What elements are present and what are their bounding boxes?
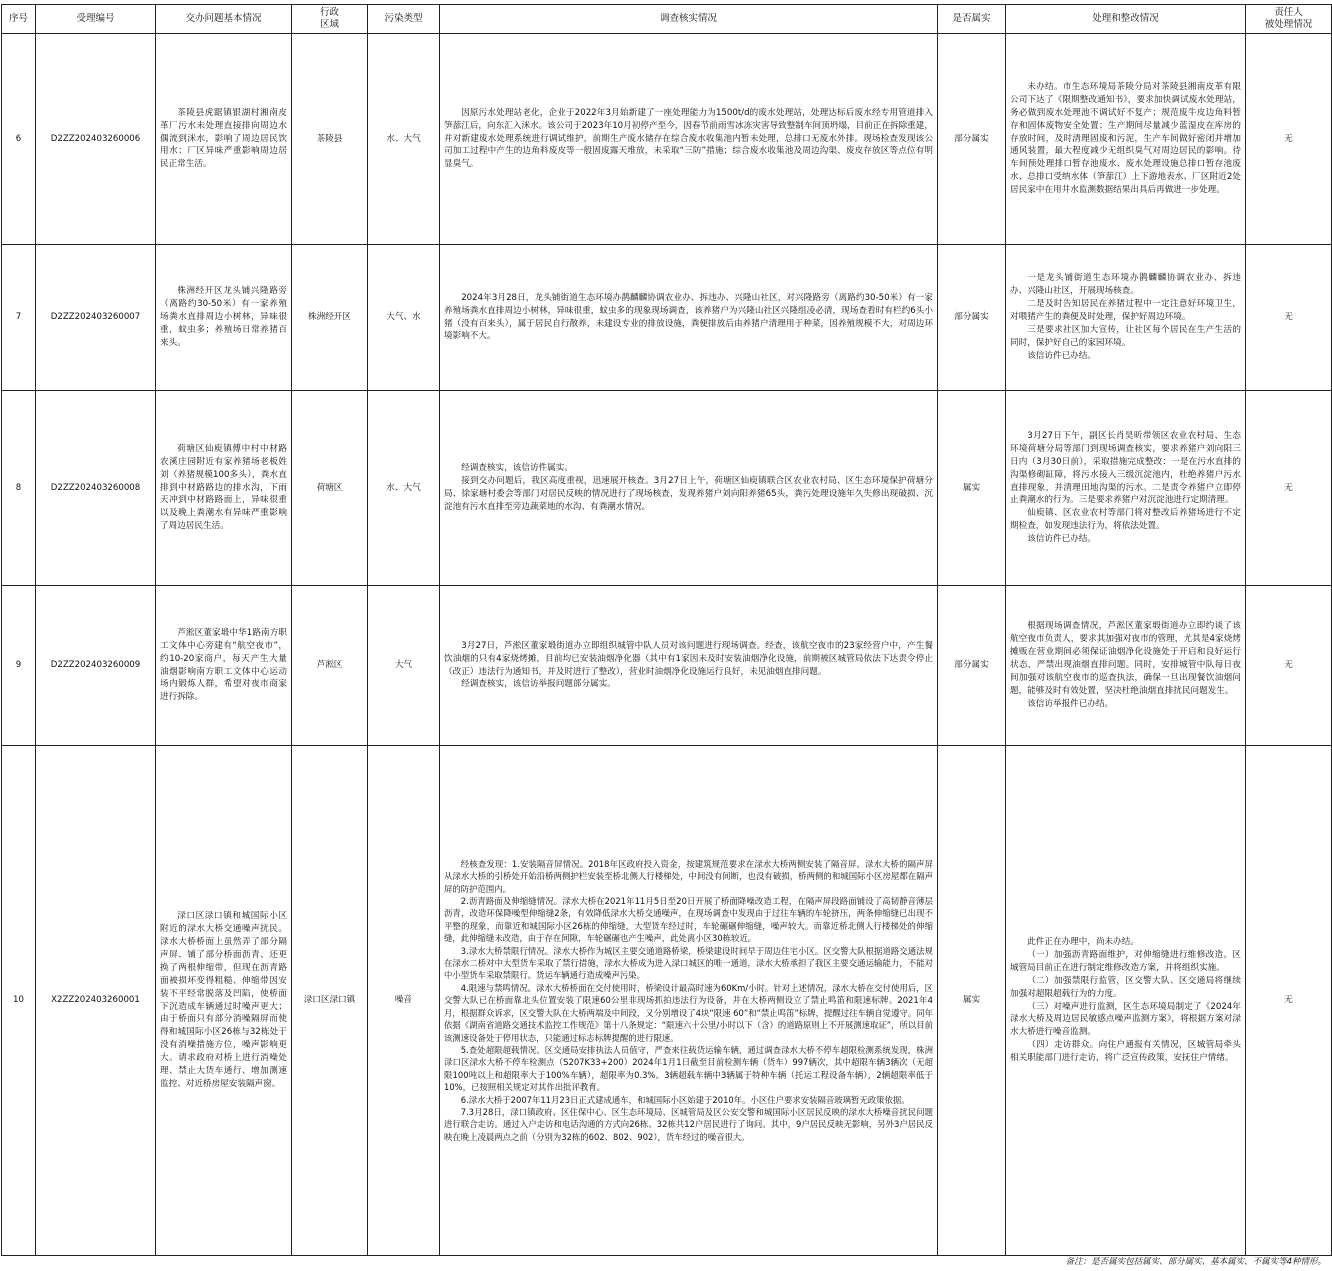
header-responsible: 责任人 被处理情况: [1246, 5, 1332, 34]
table-row: [2, 34, 1332, 245]
cell-investigation-paragraph: 接到交办问题后，我区高度重视，迅速展开核查。3月27日上午，荷塘区仙庾镇联合区农业农村局、区生态环境保护荷塘分局、徐家塘村委会等部门对居民反映的情况进行了现场核查，发现养猪户刘向阳养猪65头，粪污处理设施年久失修出现破损、沉淀池有污水直排至旁边蔬菜地的水沟、有粪潮水情况。: [444, 476, 933, 512]
cell-responsible: 无: [1246, 34, 1332, 245]
cell-investigation-paragraph: 因原污水处理站老化，企业于2022年3月始新建了一座处理能力为1500t/d的废水处理站，处理达标后废水经专用管道排入笋蔀江后，向东汇入洣水。该公司于2023年10月初停产至今，因春节前雨雪冰冻灾害导致整制车间顶坍塌，目前正在拆除重建，并对新建废水处理系统进行调试维护，前期生产废水储存在综合废水收集池内暂未处理，总排口无废水外排。现场检查发现该公司加工过程中产生的边角料废皮等一般固废露天堆放，未采取“三防”措施；综合废水收集池及周边沟渠、废皮存放区等点位有明显臭气。: [444, 107, 933, 170]
cell-issue: 渌口区渌口镇和城国际小区附近的渌水大桥交通噪声扰民。渌水大桥桥面上虽然弄了部分隔声屏、铺了部分桥面沥青、还更换了两根伸缩带，但现在沥青路面被损坏变得粗糙、伸缩带因安装不平经常脱落及凹陷，使桥面下沉造成车辆通过时噪声更大；由于桥面只有部分消噪隔屏而使得和城国际小区26栋与32栋处于没有消噪措施方位，噪声影响更大。请求政府对桥上进行消噪处理、禁止大货车通行、增加测速监控、对近桥房屋安装隔声窗。: [156, 746, 292, 1256]
cell-pollution: 大气、水: [368, 245, 440, 391]
cell-code: X2ZZ202403260001: [36, 746, 156, 1256]
cell-seq: 8: [2, 391, 36, 586]
cell-handling: [1006, 391, 1246, 586]
cell-investigation: [440, 34, 938, 245]
cell-handling-paragraph: （四）走访群众。向住户通报有关情况，区城管局牵头相关职能部门进行走访，将广泛宣传政策，安抚住户情绪。: [1010, 1040, 1241, 1064]
cell-investigation: [440, 586, 938, 746]
cell-pollution: 水、大气: [368, 34, 440, 245]
cell-investigation-paragraph: 4.限速与禁鸣情况。渌水大桥桥面在交付使用时，桥梁设计最高时速为60Km/小时。针对上述情况，渌水大桥在交付使用后，区交警大队已在桥面靠北头位置安装了限速60公里非现场抓拍违法行为设备，并在大桥两侧设立了禁止鸣笛和限速标牌。2021年4月，根据群众诉求，区交警大队在大桥两端及中间段，又分别增设了4块“限速 60”和“禁止鸣笛”标牌，提醒过往车辆自觉遵守。同年依据《湖南省道路交通技术监控工作规范》第十八条规定：“限速六十公里/小时以下（含）的道路原则上不开展测速取证”，所以目前该测速设备处于停用状态，只能通过标志标牌提醒的进行限速。: [444, 982, 933, 1043]
cell-investigation-paragraph: 2024年3月28日，龙头铺街道生态环境办鹊麟麟协调农业办、拆违办、兴隆山社区，对兴隆路旁（离路约30-50米）有一家养殖场粪水直排周边小树林，异味很重，蚊虫多的现象现场调查，该养猪户为兴隆山社区兴隆组凌必清，现场查看时有栏约6头小猪（没有百来头），属于居民自行散养，未建设专业的排放设施，粪便排放后由养猪户清理用于种菜，因养殖规模不大，对周边环境影响不大。: [444, 292, 933, 342]
header-verified: 是否属实: [938, 5, 1006, 34]
cell-responsible: 无: [1246, 746, 1332, 1256]
cell-pollution: 大气: [368, 586, 440, 746]
cell-handling-paragraph: 一是龙头铺街道生态环境办鹊麟麟协调农业办、拆违办、兴隆山社区，开展现场核查。: [1010, 273, 1241, 297]
case-table: [1, 4, 1332, 1256]
cell-verified: 部分属实: [938, 34, 1006, 245]
cell-handling-paragraph: 该信访件已办结。: [1027, 350, 1096, 361]
cell-seq: 10: [2, 746, 36, 1256]
cell-investigation-paragraph: 7.3月28日，渌口镇政府、区住保中心、区生态环境局、区城管局及区公安交警和城国际小区居民反映的渌水大桥噪音扰民问题进行联合走访。通过入户走访和电话沟通的方式向26栋、32栋共12户居民进行了询问。其中，9户居民反映无影响，另外3户居民反映在晚上凌晨两点之前（分别为32栋的602、802、902），货车经过的噪音很大。: [444, 1106, 933, 1142]
cell-responsible: 无: [1246, 245, 1332, 391]
cell-issue: 株洲经开区龙头铺兴隆路旁（离路约30-50米）有一家养殖场粪水直排周边小树林，异味很重，蚊虫多；养殖场日常养猪百来头。: [156, 245, 292, 391]
cell-seq: 9: [2, 586, 36, 746]
cell-investigation-paragraph: 3.渌水大桥禁限行情况。渌水大桥作为城区主要交通道路桥梁，桥梁建设时间早于周边住宅小区。区交警大队根据道路交通法规在渌水二桥对中大型货车采取了禁行措施，渌水大桥成为进入渌口城区的唯一通道，渌水大桥承担了我区主要交通运输能力，不能对中小型货车采取禁限行。货运车辆通行造成噪声污染。: [444, 945, 933, 981]
cell-handling-paragraph: （三）对噪声进行监测，区生态环境局制定了《2024年渌水大桥及周边居民敏感点噪声监测方案》，将根据方案对渌水大桥进行噪音监测。: [1010, 1001, 1241, 1038]
cell-handling-paragraph: 未办结。市生态环境局茶陵分局对茶陵县湘南皮革有限公司下达了《限期整改通知书》，要求加快调试废水处理站，务必做到废水处理池不调试好不复产；规范废牛皮边角料暂存和固体废物安全处置；生产期间尽量减少蓝湿皮在库房的存放时间，及时清理固废和污泥，生产车间做好密闭并增加通风装置，最大程度减少无组织臭气对周边居民的影响。待车间预处理排口暂存池废水、废水处理设施总排口暂存池废水、总排口受纳水体（笋蔀江）上下游地表水、厂区附近2处居民家中在用井水监测数据结果出具后再做进一步处理。: [1010, 81, 1241, 196]
cell-handling-paragraph: 二是及时告知居民在养猪过程中一定注意好环境卫生，对喂猪产生的粪便及时处理，保护好周边环境。: [1010, 299, 1241, 323]
cell-seq: 6: [2, 34, 36, 245]
header-pollution: 污染类型: [368, 5, 440, 34]
cell-code: D2ZZ202403260007: [36, 245, 156, 391]
cell-investigation-paragraph: 6.渌水大桥于2007年11月23日正式建成通车，和城国际小区始建于2010年。小区住户要求安装隔音玻璃暂无政策依据。: [460, 1094, 910, 1105]
cell-handling-paragraph: 此件正在办理中，尚未办结。: [1027, 936, 1139, 947]
cell-verified: 部分属实: [938, 586, 1006, 746]
cell-handling: [1006, 586, 1246, 746]
cell-pollution: 水、大气: [368, 391, 440, 586]
cell-region: 茶陵县: [292, 34, 368, 245]
footnote: 备注：是否属实包括属实、部分属实、基本属实、不属实等4种情形。: [1065, 1257, 1326, 1267]
cell-region: 渌口区渌口镇: [292, 746, 368, 1256]
cell-handling-paragraph: 3月27日下午，副区长肖昊昕带领区农业农村局、生态环境荷塘分局等部门到现场调查核实，要求养猪户刘向阳三日内（3月30日前），采取措施完成整改：一是在污水直排的沟渠修砌缸障，将污水接入三级沉淀池内，杜绝养猪户污水直排现象，并清理田地沟渠的污水。二是责令养猪户立即停止粪潮水的行为。三是要求养猪户对沉淀池进行定期清理。: [1010, 430, 1241, 506]
cell-investigation: [440, 391, 938, 586]
header-region: 行政 区域: [292, 5, 368, 34]
cell-seq: 7: [2, 245, 36, 391]
cell-issue: 荷塘区仙庾镇傅中村中材路农溪庄园附近有家养猪场老板姓刘（养猪规模100多头），粪水直排到中材路路边的排水沟，下雨天冲到中材路路面上，异味很重以及晚上粪潮水有异味严重影响了周边居民生活。: [156, 391, 292, 586]
cell-handling-paragraph: 根据现场调查情况，芦淞区董家塅街道办立即约谈了该航空夜市负责人，要求其加强对夜市的管理，尤其是4家烧烤摊贩在营业期间必须保证油烟净化设施处于开启和良好运行状态，严禁出现油烟直排问题。同时，安排城管中队每日夜间加强对该航空夜市的巡查执法，确保一旦出现餐饮油烟问题，能够及时有效处置，坚决杜绝油烟直排扰民问题发生。: [1010, 621, 1241, 696]
cell-investigation: [440, 245, 938, 391]
cell-handling-paragraph: 该信访举报件已办结。: [1027, 698, 1114, 709]
cell-responsible: 无: [1246, 391, 1332, 586]
header-investigation: 调查核实情况: [440, 5, 938, 34]
header-issue: 交办问题基本情况: [156, 5, 292, 34]
cell-investigation-paragraph: 经调查核实，该信访件属实。: [461, 463, 573, 474]
cell-investigation-paragraph: 2.沥青路面及伸缩缝情况。渌水大桥在2021年11月5日至20日开展了桥面降噪改造工程，在隔声屏段路面铺设了高韧静音薄层沥青，改造环保降噪型伸缩缝2条，有效降低渌水大桥交通噪声，在现场调查中发现由于过往车辆的车轮挤压，两条伸缩缝已出现不平整的现象，而靠近和城国际小区26栋的伸缩缝，大型货车经过时，车轮碾碾伸缩缝，噪声较大。而靠近桥北侧人行楼梯处的伸缩缝，此伸缩缝未改造，由于存在间隙，车轮碾碾也产生噪声，此处离小区30栋较近。: [444, 896, 933, 944]
cell-region: 荷塘区: [292, 391, 368, 586]
cell-pollution: 噪音: [368, 746, 440, 1256]
cell-handling-paragraph: 该信访件已办结。: [1027, 534, 1096, 545]
cell-verified: 部分属实: [938, 245, 1006, 391]
header-code: 受理编号: [36, 5, 156, 34]
cell-handling: [1006, 746, 1246, 1256]
header-row: [2, 5, 1332, 34]
cell-issue: 芦淞区董家塅中华1路南方职工文体中心旁建有“航空夜市”，约10-20家商户，每天产生大量油烟影响南方职工文体中心运动场内锻炼人群，希望对夜市商家进行拆除。: [156, 586, 292, 746]
cell-handling: [1006, 34, 1246, 245]
cell-verified: 属实: [938, 391, 1006, 586]
table-row: [2, 586, 1332, 746]
cell-code: D2ZZ202403260006: [36, 34, 156, 245]
cell-issue: 茶陵县虎踞镇银湖村湘南皮革厂污水未处理直接排向周边水偶流到洣水，影响了周边居民饮用水；厂区异味严重影响周边居民正常生活。: [156, 34, 292, 245]
table-row: [2, 746, 1332, 1256]
cell-region: 株洲经开区: [292, 245, 368, 391]
cell-code: D2ZZ202403260008: [36, 391, 156, 586]
cell-code: D2ZZ202403260009: [36, 586, 156, 746]
cell-handling: [1006, 245, 1246, 391]
cell-investigation-paragraph: 3月27日，芦淞区董家塅街道办立即组织城管中队人员对该问题进行现场调查。经查，该航空夜市的23家经营户中，产生餐饮油烟的只有4家烧烤摊，目前均已安装油烟净化器（其中有1家因未及时安装油烟净化设施，前期被区城管局依法下达责令停止（改正）违法行为通知书，并及时进行了整改），营业时油烟净化设施运行良好，未见油烟直排问题。: [444, 640, 933, 677]
cell-investigation-paragraph: 经核查发现：1.安装隔音屏情况。2018年区政府投入资金，按建筑规范要求在渌水大桥两侧安装了隔音屏。渌水大桥的隔声屏从渌水大桥的引桥处开始沿桥两侧护栏安装至桥北侧人行楼梯处，中间没有间断，也没有破损，桥两侧的和城国际小区房屋都在隔声屏的防护范围内。: [444, 858, 933, 894]
cell-investigation: [440, 746, 938, 1256]
table-row: [2, 245, 1332, 391]
cell-verified: 属实: [938, 746, 1006, 1256]
header-handling: 处理和整改情况: [1006, 5, 1246, 34]
cell-handling-paragraph: 仙庾镇、区农业农村等部门将对整改后养猪场进行不定期检查，如发现违法行为，将依法处置。: [1010, 508, 1241, 532]
cell-handling-paragraph: （一）加强沥青路面维护，对伸缩缝进行维修改造。区城管局目前正在进行制定维修改造方案，并将组织实施。: [1010, 949, 1241, 973]
header-seq: 序号: [2, 5, 36, 34]
cell-investigation-paragraph: 经调查核实，该信访举报问题部分属实。: [461, 679, 616, 690]
cell-region: 芦淞区: [292, 586, 368, 746]
cell-investigation-paragraph: 5.查处超限超载情况。区交通局安排执法人员值守，严查来往载货运输车辆，通过调查渌水大桥不停车超限检测系统发现，株洲渌口区渌水大桥不停车检测点（S207K33+200）2024年1月1日截至目前检测车辆（货车）997辆次，其中超限车辆3辆次（无超限100吨以上和超限率大于100%车辆），超限率为0.3%。3辆超载车辆中3辆属于特种车辆（托运工程设备车辆），2辆超限率低于10%，已按照相关规定对其作出批评教育。: [444, 1044, 933, 1093]
table-row: [2, 391, 1332, 586]
cell-handling-paragraph: 三是要求社区加大宣传，让社区每个居民在生产生活的同时，保护好自己的家园环境。: [1010, 324, 1241, 348]
cell-responsible: 无: [1246, 586, 1332, 746]
cell-handling-paragraph: （二）加强禁限行监管，区交警大队、区交通局将继续加强对超限超载行为的力度。: [1010, 975, 1241, 999]
